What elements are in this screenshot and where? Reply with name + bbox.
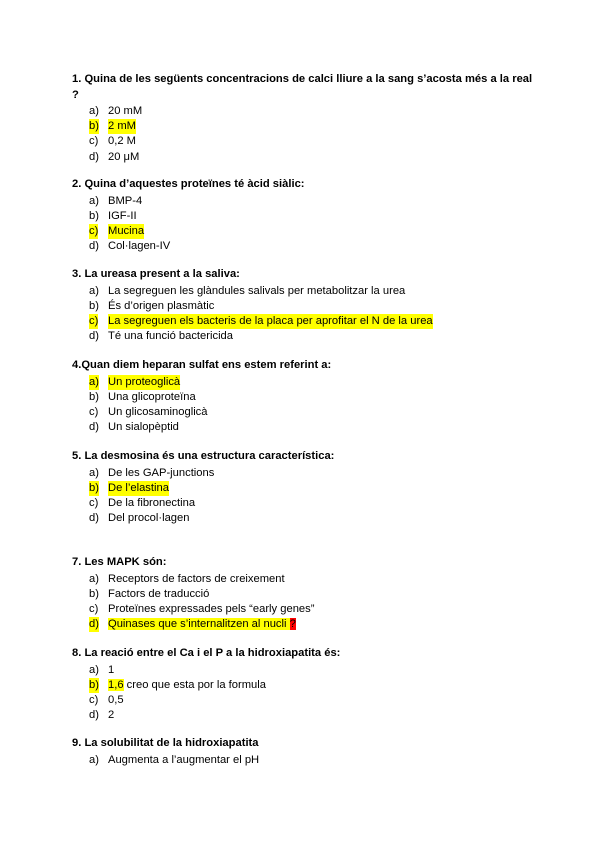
option-letter: c) (89, 496, 99, 509)
option-text: Proteïnes expressades pels “early genes” (108, 602, 315, 615)
question-8 (72, 646, 542, 723)
option-text: 1,6 (108, 678, 124, 691)
question-title: 3. La ureasa present a la saliva: (72, 268, 240, 280)
answer-options (72, 466, 542, 527)
answer-option (72, 753, 542, 768)
option-text: Un proteoglicà (108, 375, 180, 390)
answer-option (72, 134, 542, 149)
answer-option (72, 284, 542, 299)
option-text: És d’origen plasmàtic (108, 299, 215, 312)
option-text: 20 mM (108, 105, 143, 117)
question-2 (72, 177, 542, 254)
option-letter: b) (89, 587, 99, 600)
option-letter: c) (89, 224, 98, 239)
answer-option (72, 466, 542, 481)
answer-option (72, 150, 542, 165)
option-text: De l’elastina (108, 481, 169, 496)
option-letter: d) (89, 240, 99, 253)
answer-option-highlighted (72, 224, 542, 239)
answer-option-highlighted (72, 314, 542, 329)
answer-option (72, 405, 542, 420)
question-3 (72, 267, 542, 344)
option-text: 0,2 M (108, 135, 136, 148)
answer-option-highlighted (72, 481, 542, 496)
answer-options (72, 104, 542, 165)
answer-option-highlighted (72, 119, 542, 134)
option-letter: d) (89, 512, 99, 525)
question-7 (72, 555, 542, 632)
option-letter: d) (89, 330, 99, 343)
option-letter: d) (89, 709, 99, 722)
option-letter: b) (89, 390, 99, 403)
question-5 (72, 449, 542, 526)
option-text: La segreguen els bacteris de la placa per aprofitar el N de la urea (108, 314, 433, 329)
option-note: creo que esta por la formula (123, 678, 266, 691)
option-text: 2 mM (108, 119, 136, 134)
answer-option (72, 587, 542, 602)
option-text: Augmenta a l’augmentar el pH (108, 753, 260, 766)
option-letter: a) (89, 284, 99, 297)
answer-options (72, 663, 542, 724)
answer-option (72, 693, 542, 708)
answer-option (72, 420, 542, 435)
answer-options (72, 375, 542, 436)
option-letter: b) (89, 299, 99, 312)
option-text: Té una funció bactericida (108, 330, 234, 343)
option-text: La segreguen les glàndules salivals per metabolitzar la urea (108, 284, 406, 297)
answer-option-highlighted (72, 678, 542, 693)
option-letter: a) (89, 194, 99, 207)
option-text: 1 (108, 663, 115, 676)
question-title: 2. Quina d’aquestes proteïnes té àcid siàlic: (72, 178, 305, 190)
option-letter: c) (89, 693, 99, 706)
option-text: BMP-4 (108, 194, 143, 207)
option-letter: b) (89, 678, 99, 693)
option-text: Col·lagen-IV (108, 240, 171, 253)
question-title: 4.Quan diem heparan sulfat ens estem referint a: (72, 359, 332, 371)
answer-option (72, 299, 542, 314)
option-text: De les GAP-junctions (108, 466, 215, 479)
option-letter: b) (89, 481, 99, 496)
option-text: 2 (108, 709, 115, 722)
answer-option (72, 572, 542, 587)
answer-option-highlighted (72, 617, 542, 632)
option-text: Del procol·lagen (108, 512, 190, 525)
option-text: Factors de traducció (108, 587, 210, 600)
answer-option-highlighted (72, 375, 542, 390)
option-letter: a) (89, 105, 99, 117)
option-text: Quinases que s’internalitzen al nucli (108, 618, 287, 631)
option-letter: b) (89, 119, 99, 134)
answer-option (72, 104, 542, 119)
option-text: 20 μM (108, 150, 140, 163)
option-letter: a) (89, 753, 99, 766)
question-title: 7. Les MAPK són: (72, 556, 167, 568)
option-text: De la fibronectina (108, 496, 196, 509)
option-text: Mucina (108, 224, 144, 239)
question-4 (72, 358, 542, 435)
answer-option (72, 496, 542, 511)
answer-options (72, 572, 542, 633)
answer-options (72, 194, 542, 255)
question-title: 5. La desmosina és una estructura característica: (72, 450, 335, 462)
option-letter: b) (89, 209, 99, 222)
answer-options (72, 753, 542, 768)
answer-option (72, 209, 542, 224)
answer-option (72, 511, 542, 526)
option-letter: a) (89, 572, 99, 585)
option-letter: c) (89, 405, 99, 418)
question-title: 9. La solubilitat de la hidroxiapatita (72, 737, 259, 749)
option-text: Un glicosaminoglicà (108, 405, 208, 418)
answer-option (72, 602, 542, 617)
option-letter: d) (89, 150, 99, 163)
option-letter: d) (89, 421, 99, 434)
option-letter: d) (89, 617, 99, 632)
answer-option (72, 239, 542, 254)
question-title: 8. La reació entre el Ca i el P a la hidroxiapatita és: (72, 647, 341, 659)
option-text: Receptors de factors de creixement (108, 572, 285, 585)
answer-option (72, 329, 542, 344)
answer-options (72, 284, 542, 345)
option-letter: a) (89, 375, 99, 390)
option-text: 0,5 (108, 693, 124, 706)
option-text: IGF-II (108, 209, 137, 222)
question-title: 1. Quina de les següents concentracions de calci lliure a la sang s’acosta més a la real ? (72, 73, 533, 101)
option-text: Una glicoproteïna (108, 390, 196, 403)
answer-option (72, 708, 542, 723)
option-letter: c) (89, 314, 98, 329)
answer-option (72, 390, 542, 405)
question-1 (72, 72, 542, 165)
answer-option (72, 194, 542, 209)
answer-option (72, 663, 542, 678)
option-letter: a) (89, 466, 99, 479)
question-mark-flag: ? (289, 618, 296, 631)
question-9 (72, 736, 542, 768)
option-letter: a) (89, 663, 99, 676)
option-letter: c) (89, 135, 99, 148)
option-text: Un sialopèptid (108, 421, 179, 434)
option-letter: c) (89, 602, 99, 615)
